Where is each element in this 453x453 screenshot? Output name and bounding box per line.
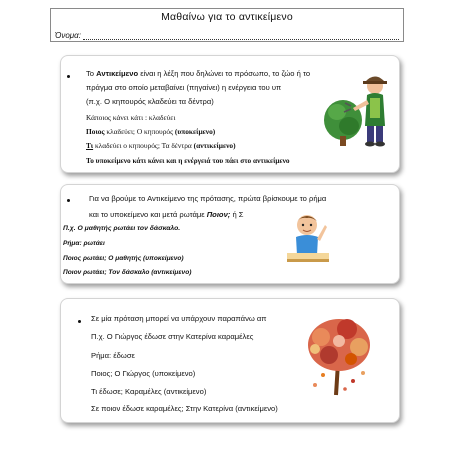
student-thinking-icon [283,209,333,269]
gardener-pruning-icon [323,70,397,148]
name-label: Όνομα: [55,31,81,40]
method-verb: Ρήμα: ρωτάει [63,240,105,247]
multi-object-1: Τι έδωσε; Καραμέλες (αντικείμενο) [91,387,207,396]
term-object: Αντικείμενο [96,69,139,78]
name-field [55,28,399,40]
method-line-1: Για να βρούμε το Αντικείμενο της πρότασης, πρώτα βρίσκουμε το ρήμα [89,194,327,203]
multi-object-2: Σε ποιον έδωσε καραμέλες; Στην Κατερίνα (αντικείμενο) [91,404,278,413]
definition-line-1: Το Αντικείμενο είναι η λέξη που δηλώνει το πρόσωπο, το ζώο ή το [86,69,311,78]
example-sentence: (π.χ. Ο κηπουρός κλαδεύει τα δέντρα) [86,97,214,106]
bullet-icon [78,320,81,323]
subject-question-line: Ποιος κλαδεύει; Ο κηπουρός (υποκείμενο) [86,127,216,136]
method-subject: Ποιος ρωτάει; Ο μαθητής (υποκείμενο) [63,255,184,262]
multiple-objects-card [60,298,400,423]
action-line: Κάποιος κάνει κάτι : κλαδεύει [86,113,176,122]
name-blank-line [83,31,399,40]
multi-subject: Ποιος; Ο Γιώργος (υποκείμενο) [91,369,196,378]
multi-example: Π.χ. Ο Γιώργος έδωσε στην Κατερίνα καραμέλες [91,332,254,341]
method-line-2: και το υποκείμενο και μετά ρωτάμε Ποιον; ή Σ [89,210,244,219]
multi-line-1: Σε μία πρόταση μπορεί να υπάρχουν παραπάνω απ [91,314,267,323]
blossom-tree-icon [303,315,375,397]
summary-line: Το υποκείμενο κάτι κάνει και η ενέργειά του πάει στο αντικείμενο [86,156,290,165]
object-question-line: Τι κλαδεύει ο κηπουρός; Τα δέντρα (αντικείμενο) [86,141,236,150]
question-whom: Ποιον; [206,210,231,219]
method-example: Π.χ. Ο μαθητής ρωτάει τον δάσκαλο. [63,225,181,232]
multi-verb: Ρήμα: έδωσε [91,351,135,360]
definition-line-2: πράγμα στο οποίο μεταβαίνει (πηγαίνει) η ενέργεια του υπ [86,83,282,92]
worksheet-header [50,8,404,42]
bullet-icon [67,75,70,78]
method-card [60,184,400,284]
definition-card [60,55,400,173]
method-object: Ποιον ρωτάει; Τον δάσκαλο (αντικείμενο) [63,269,192,276]
page-title: Μαθαίνω για το αντικείμενο [161,11,293,23]
bullet-icon [67,199,70,202]
